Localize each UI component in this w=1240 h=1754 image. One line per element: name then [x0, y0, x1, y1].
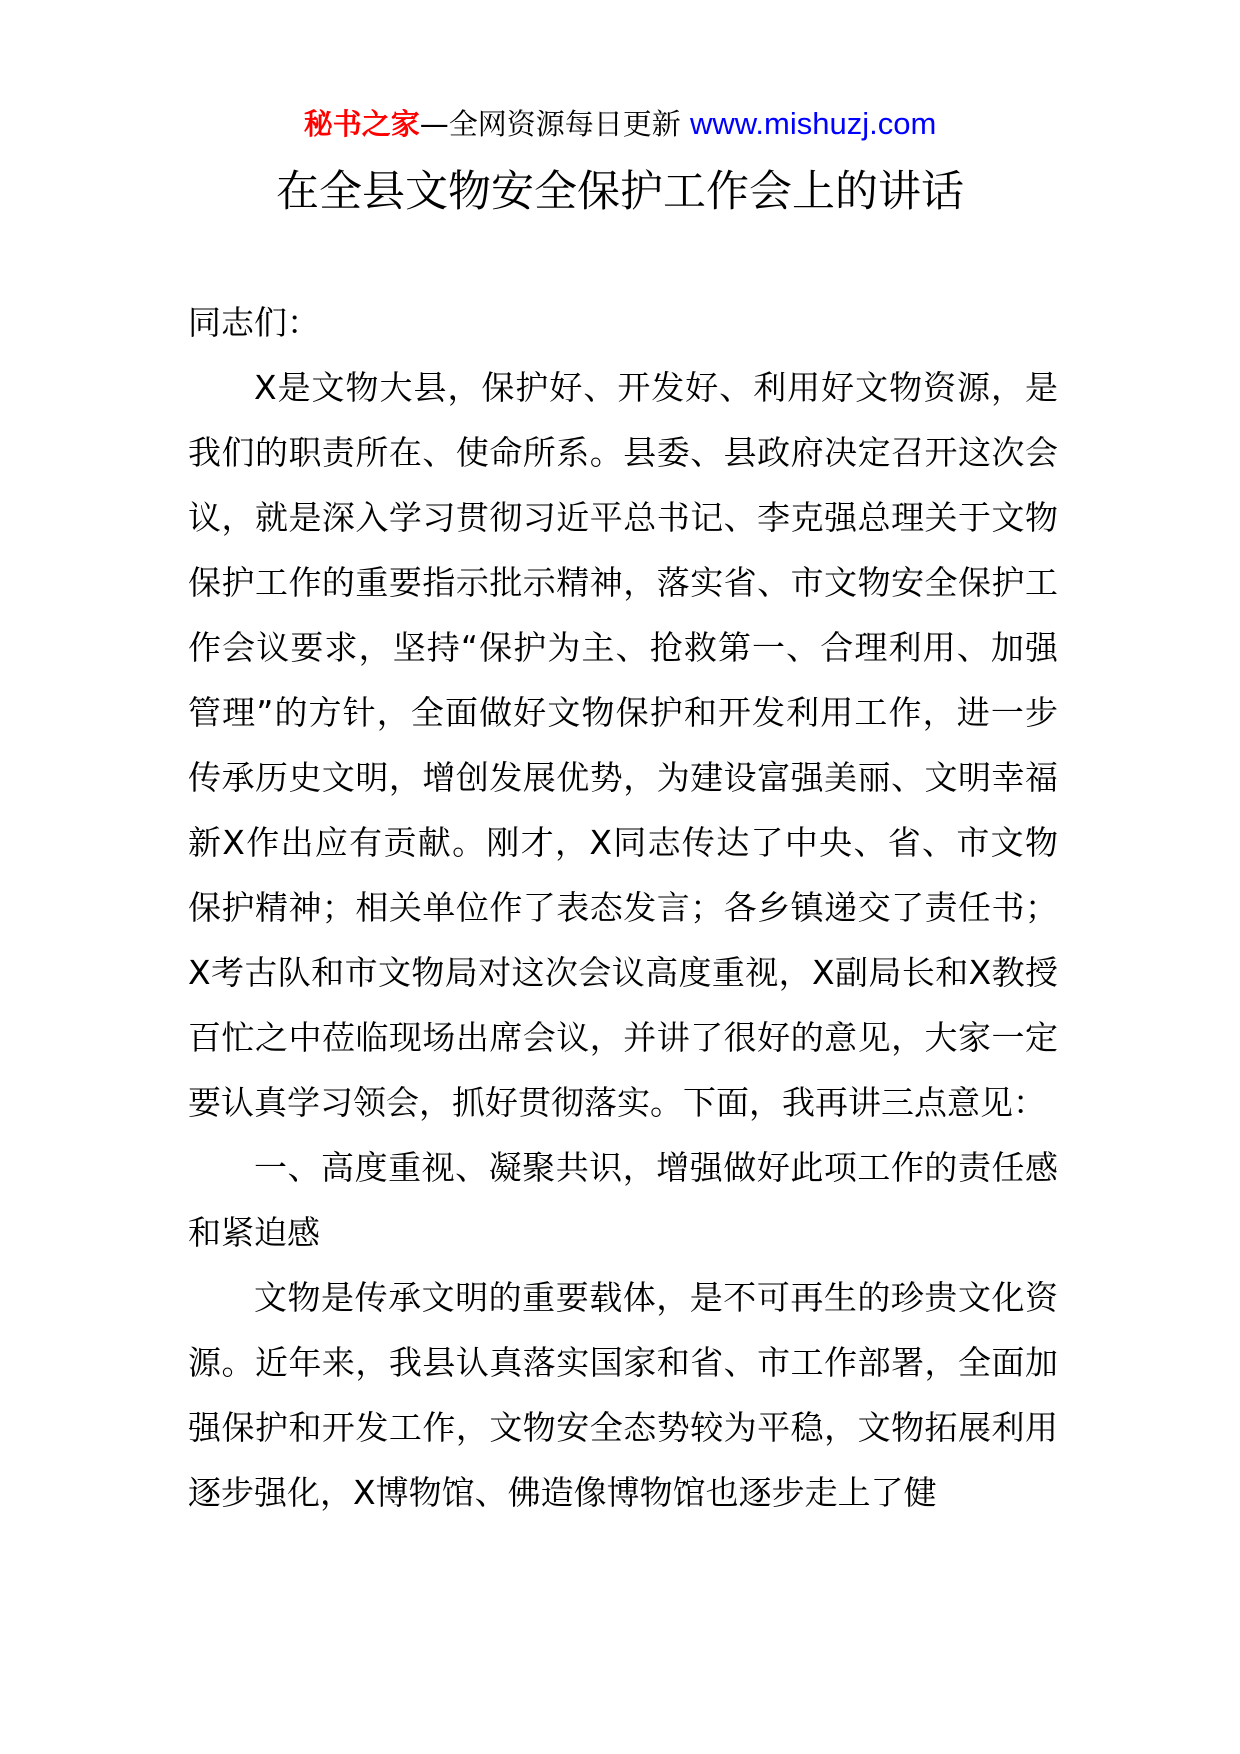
- document-title: 在全县文物安全保护工作会上的讲话: [276, 167, 964, 217]
- site-url-link[interactable]: www.mishuzj.com: [689, 106, 937, 141]
- body-paragraph: 文物是传承文明的重要载体，是不可再生的珍贵文化资源。近年来，我县认真落实国家和省、市工作部署，全面加强保护和开发工作，文物安全态势较为平稳，文物拓展利用逐步强化，X博物馆、佛造像博物馆也逐步走上了健: [188, 1278, 1058, 1512]
- body-paragraph: X是文物大县，保护好、开发好、利用好文物资源，是我们的职责所在、使命所系。县委、县政府决定召开这次会议，就是深入学习贯彻习近平总书记、李克强总理关于文物保护工作的重要指示批示精神，落实省、市文物安全保护工作会议要求，坚持“保护为主、抢救第一、合理利用、加强管理”的方针，全面做好文物保护和开发利用工作，进一步传承历史文明，增创发展优势，为建设富强美丽、文明幸福新X作出应有贡献。刚才，X同志传达了中央、省、市文物保护精神；相关单位作了表态发言；各乡镇递交了责任书；X考古队和市文物局对这次会议高度重视，X副局长和X教授百忙之中莅临现场出席会议，并讲了很好的意见，大家一定要认真学习领会，抓好贯彻落实。下面，我再讲三点意见：: [188, 368, 1058, 1122]
- document-body: [188, 290, 1058, 1525]
- brand-name: 秘书之家: [303, 107, 420, 141]
- section-heading: 一、高度重视、凝聚共识，增强做好此项工作的责任感和紧迫感: [188, 1148, 1058, 1252]
- header-tagline: —全网资源每日更新: [419, 107, 681, 141]
- site-header: [0, 100, 1240, 148]
- salutation: 同志们：: [188, 303, 320, 342]
